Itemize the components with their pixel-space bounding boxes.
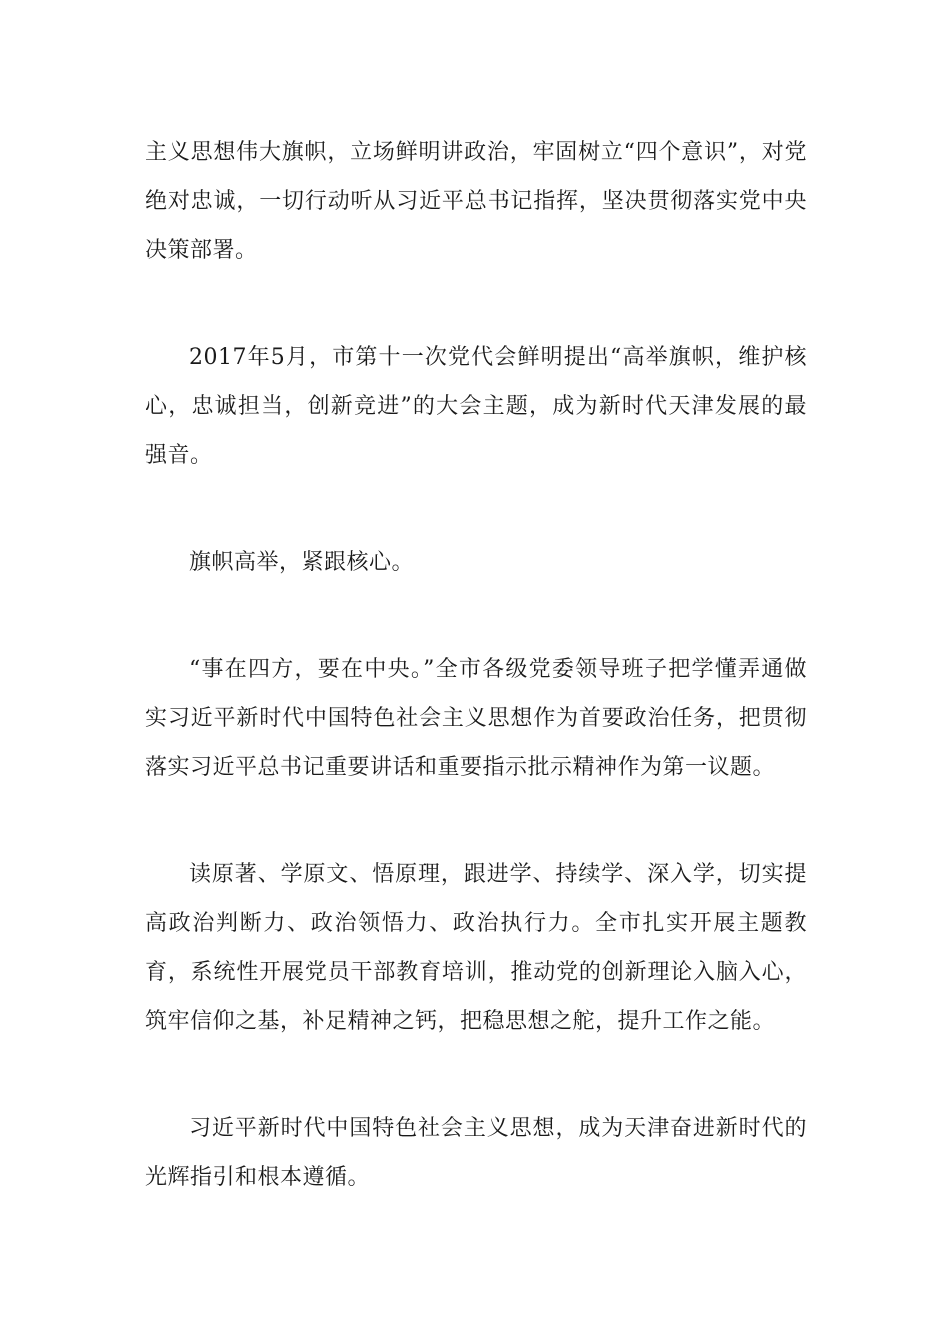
paragraph-1: 主义思想伟大旗帜，立场鲜明讲政治，牢固树立“四个意识”，对党绝对忠诚，一切行动听从习近平总书记指挥，坚决贯彻落实党中央决策部署。 [145,140,807,263]
paragraph-2: 2017年5月，市第十一次党代会鲜明提出“高举旗帜，维护核心，忠诚担当，创新竞进”的大会主题，成为新时代天津发展的最强音。 [145,345,807,468]
paragraph-3: 旗帜高举，紧跟核心。 [189,550,415,575]
paragraph-4: “事在四方，要在中央。”全市各级党委领导班子把学懂弄通做实习近平新时代中国特色社会主义思想作为首要政治任务，把贯彻落实习近平总书记重要讲话和重要指示批示精神作为第一议题。 [145,657,807,780]
paragraph-5: 读原著、学原文、悟原理，跟进学、持续学、深入学，切实提高政治判断力、政治领悟力、政治执行力。全市扎实开展主题教育，系统性开展党员干部教育培训，推动党的创新理论入脑入心，筑牢信仰之基，补足精神之钙，把稳思想之舵，提升工作之能。 [145,862,807,1034]
paragraph-6: 习近平新时代中国特色社会主义思想，成为天津奋进新时代的光辉指引和根本遵循。 [145,1116,807,1190]
document-body [145,128,807,1202]
